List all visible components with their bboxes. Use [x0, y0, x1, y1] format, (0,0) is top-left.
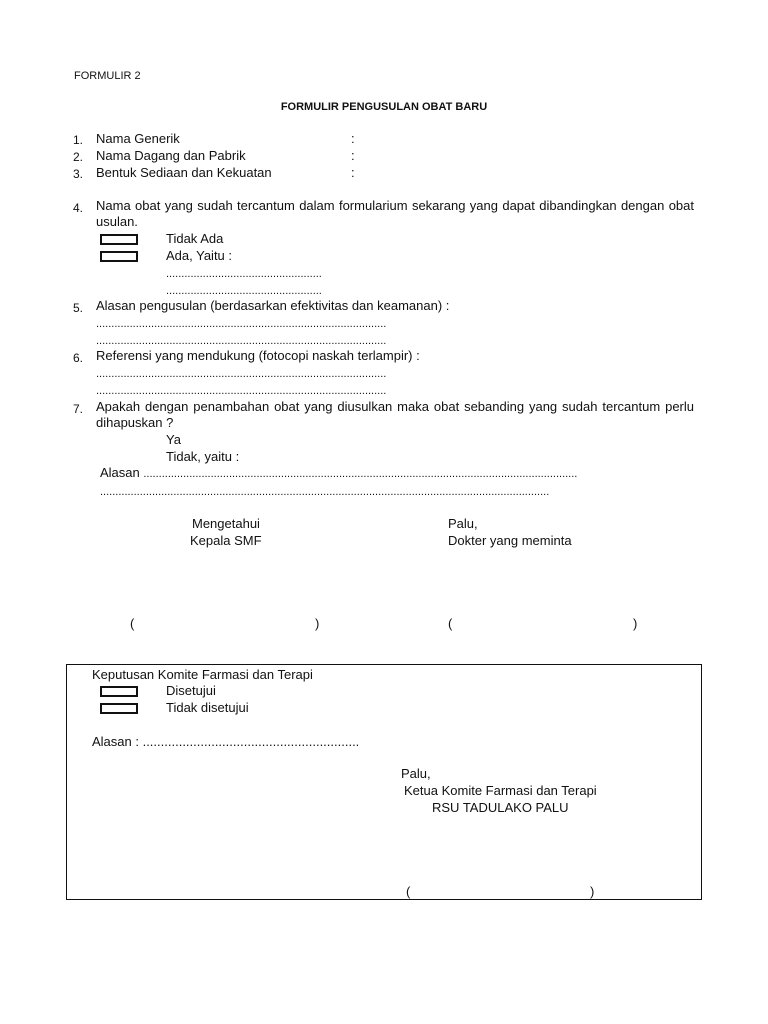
- question-5-text: Alasan pengusulan (berdasarkan efektivitas dan keamanan) :: [96, 298, 450, 313]
- question-6-text: Referensi yang mendukung (fotocopi naskah terlampir) :: [96, 348, 420, 363]
- page-title: FORMULIR PENGUSULAN OBAT BARU: [280, 101, 488, 113]
- item-number: 1.: [73, 133, 84, 147]
- fill-line[interactable]: ...................................................: [166, 285, 322, 297]
- question-4-text: Nama obat yang sudah tercantum dalam formularium sekarang yang dapat dibandingkan dengan obat usulan.: [96, 198, 694, 229]
- decision-box: [66, 664, 702, 900]
- signature-left-line1: Mengetahui: [192, 516, 260, 531]
- item-label-bentuk-sediaan: Bentuk Sediaan dan Kekuatan: [96, 165, 272, 180]
- option-disetujui: Disetujui: [166, 683, 216, 698]
- checkbox-ada[interactable]: [100, 251, 138, 262]
- question-number: 7.: [73, 402, 84, 416]
- checkbox-tidak-disetujui[interactable]: [100, 703, 138, 714]
- option-tidak-ada: Tidak Ada: [166, 231, 224, 246]
- form-number: FORMULIR 2: [74, 70, 141, 82]
- fill-line[interactable]: ...................................................................................................................................................: [100, 486, 550, 498]
- option-tidak-yaitu: Tidak, yaitu :: [166, 449, 240, 464]
- signature-left-line2: Kepala SMF: [190, 533, 262, 548]
- item-label-nama-generik: Nama Generik: [96, 131, 180, 146]
- decision-reason: Alasan : ............................................................: [92, 734, 360, 749]
- paren-close: ): [590, 884, 595, 899]
- item-colon: :: [351, 148, 355, 163]
- decision-title: Keputusan Komite Farmasi dan Terapi: [92, 667, 313, 682]
- fill-line[interactable]: ...............................................................................................: [96, 335, 387, 347]
- decision-role: Ketua Komite Farmasi dan Terapi: [404, 783, 597, 798]
- item-number: 2.: [73, 150, 84, 164]
- option-ada-yaitu: Ada, Yaitu :: [166, 248, 233, 263]
- decision-org: RSU TADULAKO PALU: [432, 800, 569, 815]
- checkbox-disetujui[interactable]: [100, 686, 138, 697]
- question-7-text: Apakah dengan penambahan obat yang diusulkan maka obat sebanding yang sudah tercantum perlu dihapuskan ?: [96, 399, 694, 430]
- option-ya: Ya: [166, 432, 181, 447]
- decision-place: Palu,: [401, 766, 431, 781]
- fill-line[interactable]: ...............................................................................................: [96, 318, 387, 330]
- paren-open: (: [448, 616, 453, 631]
- fill-line[interactable]: ...............................................................................................: [96, 385, 387, 397]
- item-label-nama-dagang: Nama Dagang dan Pabrik: [96, 148, 246, 163]
- signature-right-line2: Dokter yang meminta: [448, 533, 572, 548]
- item-number: 3.: [73, 167, 84, 181]
- fill-line[interactable]: ...................................................: [166, 268, 322, 280]
- item-colon: :: [351, 131, 355, 146]
- question-number: 4.: [73, 201, 84, 215]
- question-number: 6.: [73, 351, 84, 365]
- item-colon: :: [351, 165, 355, 180]
- question-number: 5.: [73, 301, 84, 315]
- paren-open: (: [130, 616, 135, 631]
- signature-right-line1: Palu,: [448, 516, 478, 531]
- reason-label: Alasan ..............................................................................................................................................: [100, 465, 578, 480]
- option-tidak-disetujui: Tidak disetujui: [166, 700, 249, 715]
- paren-close: ): [315, 616, 320, 631]
- fill-line[interactable]: ...............................................................................................: [96, 368, 387, 380]
- paren-close: ): [633, 616, 638, 631]
- checkbox-tidak-ada[interactable]: [100, 234, 138, 245]
- paren-open: (: [406, 884, 411, 899]
